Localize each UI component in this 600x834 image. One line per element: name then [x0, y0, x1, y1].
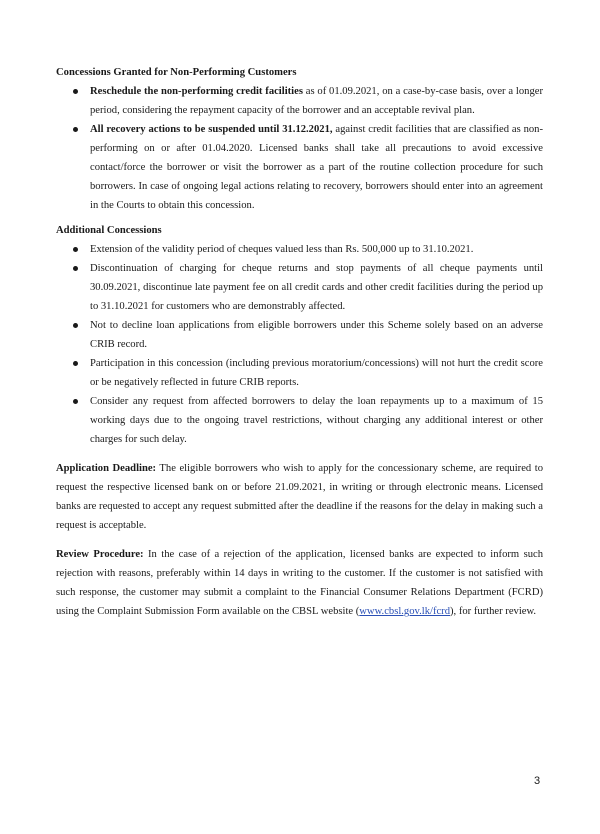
section-heading-additional: Additional Concessions: [56, 225, 162, 236]
list-item: [56, 240, 543, 259]
review-procedure-paragraph: [56, 545, 543, 621]
bullet-icon: [73, 266, 78, 271]
item-text: Not to decline loan applications from eligible borrowers under this Scheme solely based on an adverse CRIB record.: [90, 320, 543, 350]
non-performing-concessions-list: [56, 82, 543, 215]
application-deadline-paragraph: [56, 459, 543, 535]
review-text-before: In the case of a rejection of the application, licensed banks are expected to inform such rejection with reasons, preferably within 14 days in writing to the customer. If the customer is not satisfied with such response, the customer may submit a complaint to the Financial Consumer Relations Department (FCRD) using the Complaint Submission Form available on the CBSL website (: [56, 549, 543, 617]
item-text: Participation in this concession (including previous moratorium/concessions) will not hurt the credit score or be negatively reflected in future CRIB reports.: [90, 358, 543, 388]
item-text: Extension of the validity period of cheques valued less than Rs. 500,000 up to 31.10.2021.: [90, 244, 474, 255]
bullet-icon: [73, 323, 78, 328]
item-text: against credit facilities that are classified as non-performing on or after 01.04.2020. Licensed banks shall take all precautions to avoid excessive contact/force the borrower or visit the borrower as a part of the routine collection procedure for such borrowers. In case of ongoing legal actions relating to recovery, borrowers should enter into an agreement in the Courts to obtain this concession.: [90, 124, 543, 211]
section-heading-non-performing: Concessions Granted for Non-Performing Customers: [56, 67, 297, 78]
review-label: Review Procedure:: [56, 549, 144, 560]
list-item: [56, 120, 543, 215]
list-item: [56, 392, 543, 449]
bullet-icon: [73, 89, 78, 94]
deadline-text: The eligible borrowers who wish to apply for the concessionary scheme, are required to request the respective licensed bank on or before 21.09.2021, in writing or through electronic means. Licensed banks are requested to accept any request submitted after the deadline if the reasons for the delay in making such a request is acceptable.: [56, 463, 543, 531]
review-text-after: ), for further review.: [450, 606, 537, 617]
deadline-label: Application Deadline:: [56, 463, 157, 474]
item-emphasis: All recovery actions to be suspended until 31.12.2021,: [90, 124, 333, 135]
item-text: Discontinuation of charging for cheque returns and stop payments of all cheque payments until 30.09.2021, discontinue late payment fee on all credit cards and other credit facilities during the period up to 31.10.2021 for customers who are demonstrably affected.: [90, 263, 543, 312]
list-item: [56, 82, 543, 120]
list-item: [56, 316, 543, 354]
bullet-icon: [73, 247, 78, 252]
additional-concessions-list: [56, 240, 543, 449]
list-item: [56, 259, 543, 316]
item-text: Consider any request from affected borrowers to delay the loan repayments up to a maximum of 15 working days due to the ongoing travel restrictions, without charging any additional interest or other charges for such delay.: [90, 396, 543, 445]
bullet-icon: [73, 127, 78, 132]
item-emphasis: Reschedule the non-performing credit facilities: [90, 86, 303, 97]
list-item: [56, 354, 543, 392]
item-text: as of 01.09.2021, on a case-by-case basis, over a longer period, considering the repayment capacity of the borrower and an acceptable revival plan.: [90, 86, 543, 116]
page-content: [56, 63, 543, 621]
page-number: 3: [534, 775, 541, 787]
bullet-icon: [73, 361, 78, 366]
cbsl-fcrd-link[interactable]: www.cbsl.gov.lk/fcrd: [359, 606, 450, 617]
bullet-icon: [73, 399, 78, 404]
